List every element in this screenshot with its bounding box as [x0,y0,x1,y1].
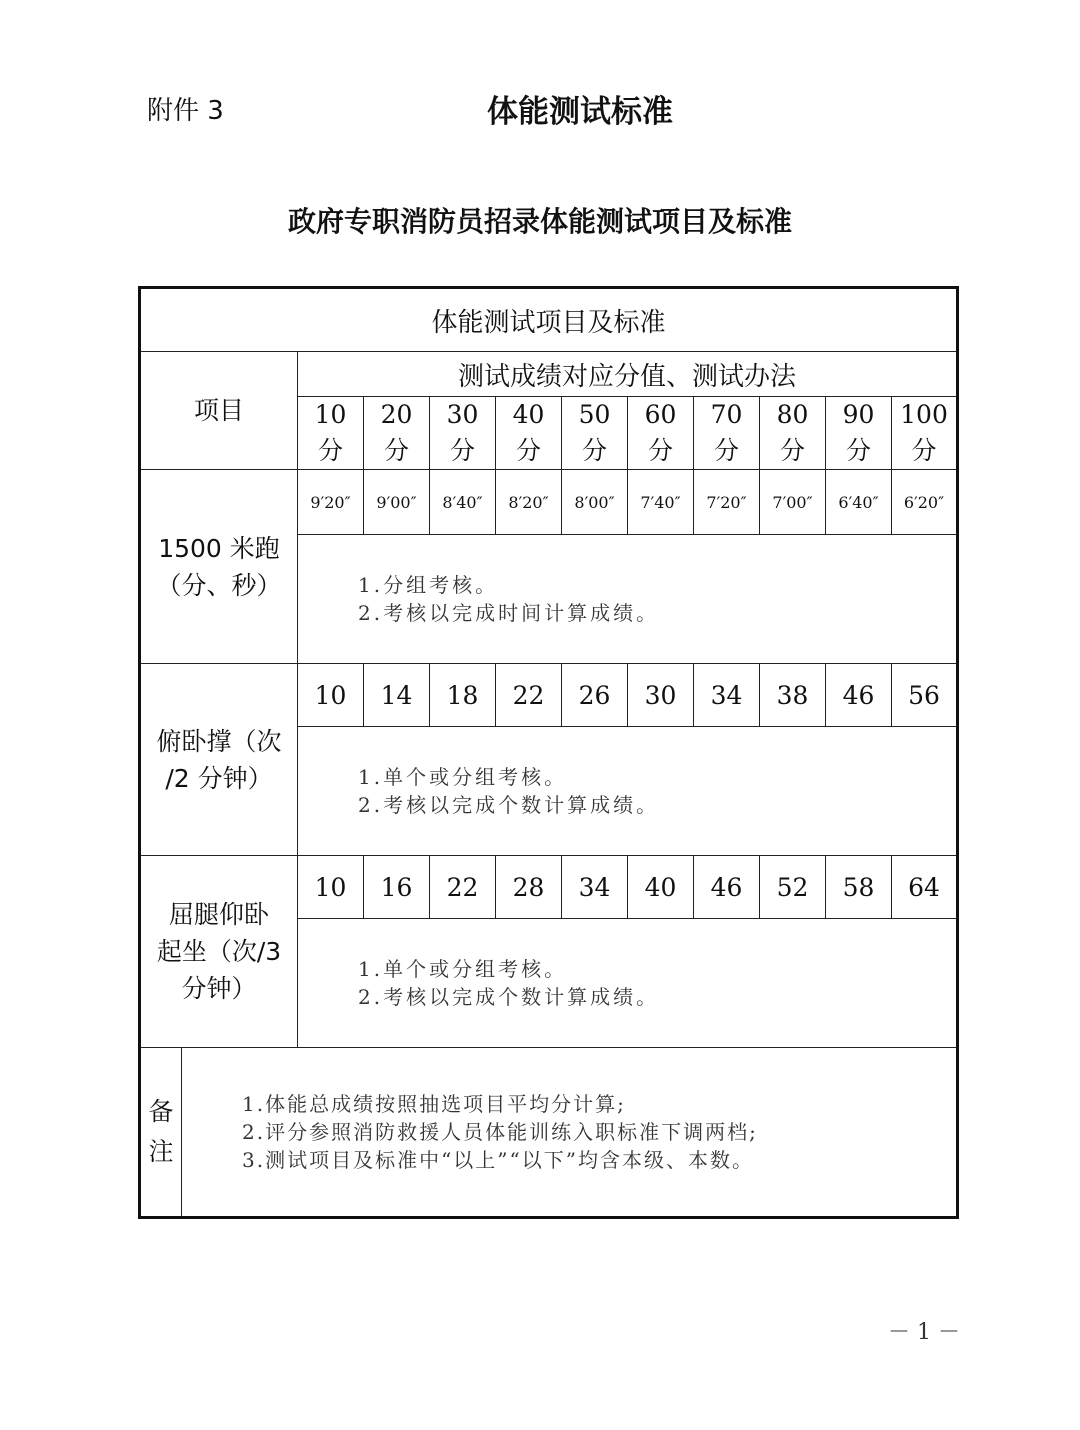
score-value: 90 [842,400,875,429]
test-method [298,727,958,856]
standard-value: 6′40″ [826,470,892,535]
standard-value: 40 [628,856,694,919]
standard-value: 7′40″ [628,470,694,535]
remark-line: 1.体能总成绩按照抽选项目平均分计算; [242,1092,626,1116]
score-column-header [562,397,628,470]
standard-value: 46 [826,664,892,727]
standard-value: 30 [628,664,694,727]
score-value: 40 [512,400,545,429]
score-unit: 分 [845,436,871,465]
standard-value: 22 [430,856,496,919]
score-column-header [364,397,430,470]
score-value: 10 [314,400,347,429]
score-column-header [430,397,496,470]
item-header: 项目 [140,352,298,470]
item-unit: 分钟） [181,974,257,1003]
score-column-header [826,397,892,470]
score-column-header [892,397,958,470]
standard-value: 18 [430,664,496,727]
score-header: 测试成绩对应分值、测试办法 [298,352,958,397]
score-unit: 分 [581,436,607,465]
standard-value: 34 [694,664,760,727]
method-line: 2.考核以完成个数计算成绩。 [358,793,660,817]
score-unit: 分 [449,436,475,465]
standard-value: 16 [364,856,430,919]
score-unit: 分 [911,436,937,465]
standard-value: 8′00″ [562,470,628,535]
method-line: 1.单个或分组考核。 [358,765,568,789]
remarks-label [140,1048,182,1218]
score-column-header [760,397,826,470]
score-column-header [496,397,562,470]
score-value: 20 [380,400,413,429]
standard-value: 14 [364,664,430,727]
standard-value: 64 [892,856,958,919]
test-method [298,919,958,1048]
standard-value: 8′20″ [496,470,562,535]
item-name-cont: 起坐（次/3 [156,937,282,966]
item-name: 1500 米跑 [158,533,280,563]
score-unit: 分 [515,436,541,465]
method-line: 2.考核以完成时间计算成绩。 [358,601,660,625]
score-unit: 分 [779,436,805,465]
standard-value: 56 [892,664,958,727]
item-1500m-run [140,470,298,664]
attachment-label: 附件 3 [147,96,224,126]
remark-line: 3.测试项目及标准中“以上”“以下”均含本级、本数。 [242,1148,754,1172]
table-caption-row [140,288,958,352]
score-header-row [140,352,958,397]
item-push-ups [140,664,298,856]
score-value: 100 [900,400,948,429]
page-number: － 1 － [888,1320,960,1345]
test-method [298,535,958,664]
document-subtitle: 政府专职消防员招录体能测试项目及标准 [287,205,792,238]
score-value: 30 [446,400,479,429]
score-unit: 分 [317,436,343,465]
standard-value: 8′40″ [430,470,496,535]
item-sit-ups [140,856,298,1048]
item-unit: （分、秒） [156,570,282,600]
table-row-situp-values [140,856,958,919]
table-caption: 体能测试项目及标准 [140,288,958,352]
standard-value: 6′20″ [892,470,958,535]
table-row-1500m-values [140,470,958,535]
standard-value: 26 [562,664,628,727]
standard-value: 52 [760,856,826,919]
score-unit: 分 [383,436,409,465]
score-value: 50 [578,400,611,429]
standard-value: 46 [694,856,760,919]
standard-value: 34 [562,856,628,919]
score-value: 80 [776,400,809,429]
score-unit: 分 [713,436,739,465]
table-row-pushup-values [140,664,958,727]
standard-value: 7′00″ [760,470,826,535]
standard-value: 58 [826,856,892,919]
standard-value: 7′20″ [694,470,760,535]
remarks-label-char: 备 [148,1097,174,1126]
score-value: 60 [644,400,677,429]
item-name: 俯卧撑（次 [156,726,282,756]
remarks-row [140,1048,958,1218]
score-column-header [298,397,364,470]
item-name: 屈腿仰卧 [168,900,269,929]
standard-value: 9′20″ [298,470,364,535]
item-unit: /2 分钟） [165,763,273,793]
standard-value: 28 [496,856,562,919]
remarks-text [182,1048,958,1218]
remarks-label-char: 注 [148,1137,174,1166]
score-unit: 分 [647,436,673,465]
standard-value: 38 [760,664,826,727]
score-column-header [694,397,760,470]
method-line: 1.分组考核。 [358,573,499,597]
standard-value: 10 [298,664,364,727]
standard-value: 22 [496,664,562,727]
document-title: 体能测试标准 [487,94,673,130]
method-line: 1.单个或分组考核。 [358,957,568,981]
standard-value: 9′00″ [364,470,430,535]
score-value: 70 [710,400,743,429]
standard-value: 10 [298,856,364,919]
remark-line: 2.评分参照消防救援人员体能训练入职标准下调两档; [242,1120,758,1144]
fitness-standards-table [138,286,959,1219]
method-line: 2.考核以完成个数计算成绩。 [358,985,660,1009]
score-column-header [628,397,694,470]
